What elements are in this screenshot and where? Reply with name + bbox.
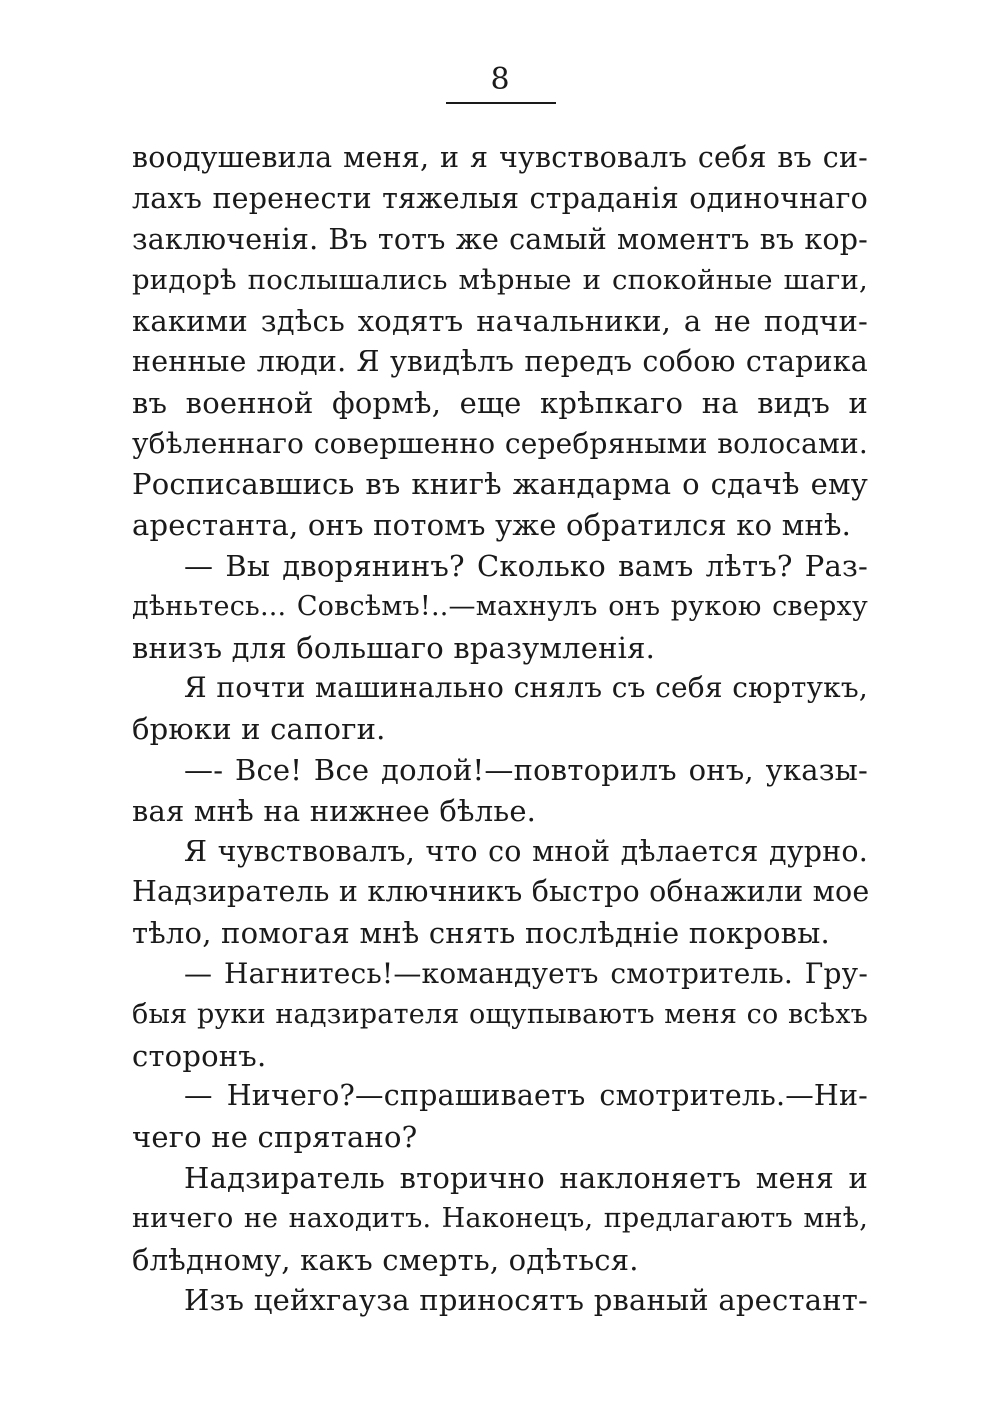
text-line: Надзиратель вторично наклоняетъ меня и bbox=[184, 1160, 868, 1195]
text-line: —- Все! Все долой!—повторилъ онъ, указы- bbox=[184, 752, 868, 787]
text-line: ридорѣ послышались мѣрные и спокойные шаги, bbox=[132, 264, 868, 297]
text-line: брюки и сапоги. bbox=[132, 712, 386, 747]
text-line: дѣньтесь... Совсѣмъ!..—махнулъ онъ рукою сверху bbox=[132, 590, 868, 622]
text-line: Надзиратель и ключникъ быстро обнажили мое bbox=[132, 875, 870, 909]
text-line: — Ничего?—спрашиваетъ смотритель.—Ни- bbox=[184, 1079, 868, 1113]
text-line: убѣленнаго совершенно серебряными волосами. bbox=[132, 426, 868, 460]
body-text bbox=[132, 138, 868, 1321]
text-line: — Нагнитесь!—командуетъ смотритель. Гру- bbox=[184, 956, 868, 990]
text-line: внизъ для большаго вразумленія. bbox=[132, 630, 656, 665]
text-line: арестанта, онъ потомъ уже обратился ко мнѣ. bbox=[132, 508, 852, 543]
page-number: 8 bbox=[490, 62, 510, 97]
text-line: ненные люди. Я увидѣлъ передъ собою старика bbox=[132, 344, 868, 378]
text-line: Я чувствовалъ, что со мной дѣлается дурно. bbox=[184, 834, 868, 868]
text-line: тѣло, помогая мнѣ снять послѣдніе покровы. bbox=[132, 916, 830, 951]
text-line: въ военной формѣ, еще крѣпкаго на видъ и bbox=[132, 385, 868, 420]
text-line: быя руки надзирателя ощупываютъ меня со всѣхъ bbox=[132, 998, 868, 1030]
text-line: воодушевила меня, и я чувствовалъ себя въ си- bbox=[132, 141, 868, 174]
text-line: Росписавшись въ книгѣ жандарма о сдачѣ ему bbox=[132, 467, 868, 502]
text-line: чего не спрятано? bbox=[132, 1120, 418, 1155]
text-line: Я почти машинально снялъ съ себя сюртукъ, bbox=[184, 671, 868, 705]
text-line: ничего не находитъ. Наконецъ, предлагаютъ мнѣ, bbox=[132, 1202, 868, 1234]
text-line: блѣдному, какъ смерть, одѣться. bbox=[132, 1242, 639, 1277]
text-line: Изъ цейхгауза приносятъ рваный арестант- bbox=[184, 1283, 868, 1318]
text-line: вая мнѣ на нижнее бѣлье. bbox=[132, 793, 537, 828]
text-line: сторонъ. bbox=[132, 1038, 267, 1073]
text-line: — Вы дворянинъ? Сколько вамъ лѣтъ? Раз- bbox=[184, 548, 868, 583]
text-line: заключенія. Въ тотъ же самый моментъ въ кор- bbox=[132, 222, 868, 256]
text-line: какими здѣсь ходятъ начальники, а не подчи- bbox=[132, 304, 868, 339]
header-rule bbox=[446, 102, 556, 104]
text-line: лахъ перенести тяжелыя страданія одиночнаго bbox=[132, 181, 868, 215]
